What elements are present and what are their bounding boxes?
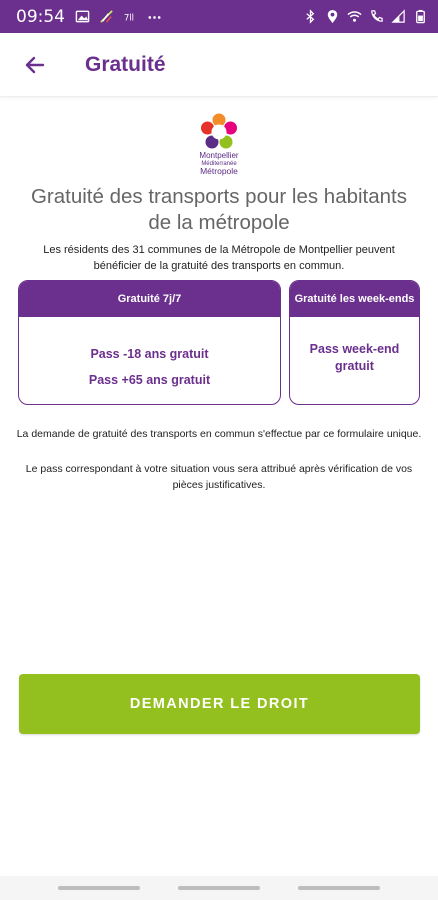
- card-header: Gratuité les week-ends: [290, 281, 419, 317]
- wifi-calling-icon: [369, 9, 384, 24]
- intro-text: Les résidents des 31 communes de la Métropole de Montpellier peuvent bénéficier de la gratuité des transports en commun.: [43, 244, 395, 272]
- card-body: [290, 317, 419, 375]
- no-signal-icon: [99, 9, 114, 24]
- status-left-icons: [75, 9, 162, 24]
- card-line: Pass +65 ans gratuit: [88, 373, 211, 387]
- arrow-left-icon: [23, 53, 47, 77]
- battery-icon: [413, 9, 428, 24]
- nav-back-button[interactable]: [298, 886, 380, 890]
- bluetooth-icon: [303, 9, 318, 24]
- app-bar: [0, 33, 438, 97]
- signal-icon: [391, 9, 406, 24]
- nav-home-button[interactable]: [178, 886, 260, 890]
- logo-text-montpellier: Montpellier: [199, 151, 239, 160]
- card-line: Pass week-end gratuit: [309, 342, 400, 373]
- page-title: Gratuité: [85, 52, 166, 76]
- page-heading: Gratuité des transports pour les habitants de la métropole: [30, 185, 408, 234]
- logo-text-mediterranee: Méditerranée: [201, 161, 237, 167]
- image-icon: [75, 9, 90, 24]
- location-icon: [325, 9, 340, 24]
- svg-text:7ll: 7ll: [123, 12, 134, 23]
- demander-le-droit-button[interactable]: DEMANDER LE DROIT: [19, 674, 420, 734]
- card-body: [19, 317, 280, 393]
- card-gratuite-7j7: [18, 280, 281, 405]
- more-dots-icon: [147, 9, 162, 24]
- wifi-icon: [347, 9, 362, 24]
- card-header: Gratuité 7j/7: [19, 281, 280, 317]
- montpellier-metropole-logo: [0, 113, 438, 176]
- network-label-icon: [123, 9, 138, 24]
- card-gratuite-week-ends: [289, 280, 420, 405]
- logo-text-metropole: Métropole: [200, 166, 238, 176]
- note-form-unique: La demande de gratuité des transports en commun s'effectue par ce formulaire unique.: [16, 428, 422, 440]
- card-line: Pass -18 ans gratuit: [90, 347, 209, 361]
- back-button[interactable]: [10, 40, 60, 90]
- note-pass-attribution: Le pass correspondant à votre situation vous sera attribué après vérification de vos pièces justificatives.: [25, 463, 413, 491]
- flower-logo-icon: [199, 113, 239, 151]
- nav-recents-button[interactable]: [58, 886, 140, 890]
- status-time: 09:54: [16, 6, 65, 27]
- status-bar: [0, 0, 438, 33]
- system-nav-bar: [0, 876, 438, 900]
- status-right-icons: [303, 9, 428, 24]
